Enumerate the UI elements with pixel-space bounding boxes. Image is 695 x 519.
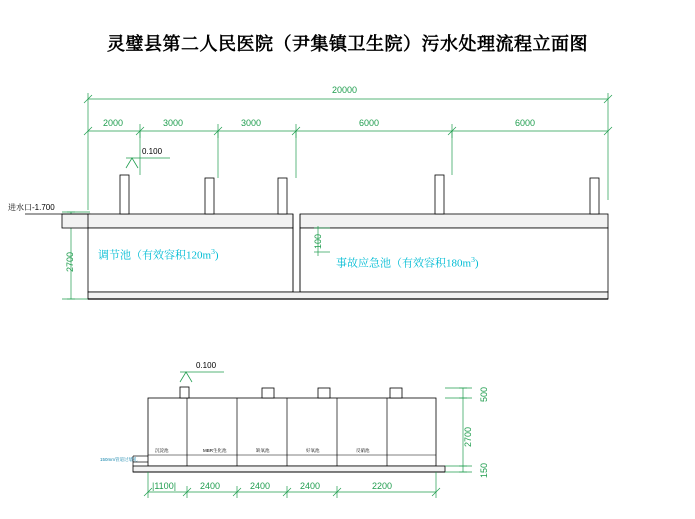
tank-label-emergency-text: 事故应急池（有效容积180m: [336, 257, 472, 270]
tank-label-regulation-sup: 3: [211, 247, 215, 256]
wall-thickness-label: 100: [313, 233, 323, 249]
upper-risers: [120, 175, 599, 214]
lower-right-dim-2: 2700: [463, 426, 473, 447]
tank-label-regulation: [98, 248, 219, 262]
lower-bottom-dim-4: 2400: [300, 481, 321, 491]
lower-bottom-dim-2: 2400: [200, 481, 221, 491]
chamber-label-5: 反硝池: [356, 448, 370, 453]
page-title: 灵璧县第二人民医院（尹集镇卫生院）污水处理流程立面图: [107, 34, 588, 54]
upper-elevation-marker: [126, 158, 170, 168]
chamber-label-1: 沉淀池: [155, 448, 169, 453]
segment-dimension-1: 2000: [103, 118, 124, 128]
lower-right-dim-1: 500: [479, 386, 489, 402]
chamber-label-3: 缺氧池: [256, 448, 270, 453]
inlet-label: 进水口-1.700: [8, 203, 55, 212]
segment-dimension-3: 3000: [241, 118, 262, 128]
chamber-label-4: 好氧池: [306, 448, 320, 453]
pipe-through-wall-label: 150mm管道过墙孔: [100, 457, 138, 462]
tank-label-emergency-end: ): [474, 257, 479, 270]
overall-dimension-label: 20000: [332, 85, 358, 95]
tank-label-emergency-sup: 3: [471, 255, 475, 264]
chamber-label-2: MBR生化池: [203, 448, 227, 453]
segment-dimension-2: 3000: [163, 118, 184, 128]
lower-elevation-marker: [180, 372, 224, 382]
lower-bottom-dimensions: [144, 472, 440, 498]
upper-height-label: 2700: [65, 251, 75, 272]
lower-bottom-dim-1-value: 1100: [154, 481, 174, 491]
lower-bottom-dim-1: |1100|: [152, 481, 177, 491]
inlet-structure: [62, 214, 90, 228]
lower-bottom-dim-3: 2400: [250, 481, 271, 491]
lower-risers: [180, 387, 402, 398]
segment-dimension-5: 6000: [515, 118, 536, 128]
upper-dimension-lines: [84, 93, 612, 210]
lower-tank-group: [133, 398, 445, 472]
lower-elevation-label: 0.100: [196, 361, 217, 370]
tank-label-regulation-end: ): [214, 249, 219, 262]
lower-bottom-dim-5: 2200: [372, 481, 393, 491]
upper-elevation-label: 0.100: [142, 147, 163, 156]
lower-right-dim-3: 150: [479, 462, 489, 478]
segment-dimension-4: 6000: [359, 118, 380, 128]
tank-label-emergency: [336, 256, 479, 270]
tank-label-regulation-text: 调节池（有效容积120m: [98, 249, 212, 262]
